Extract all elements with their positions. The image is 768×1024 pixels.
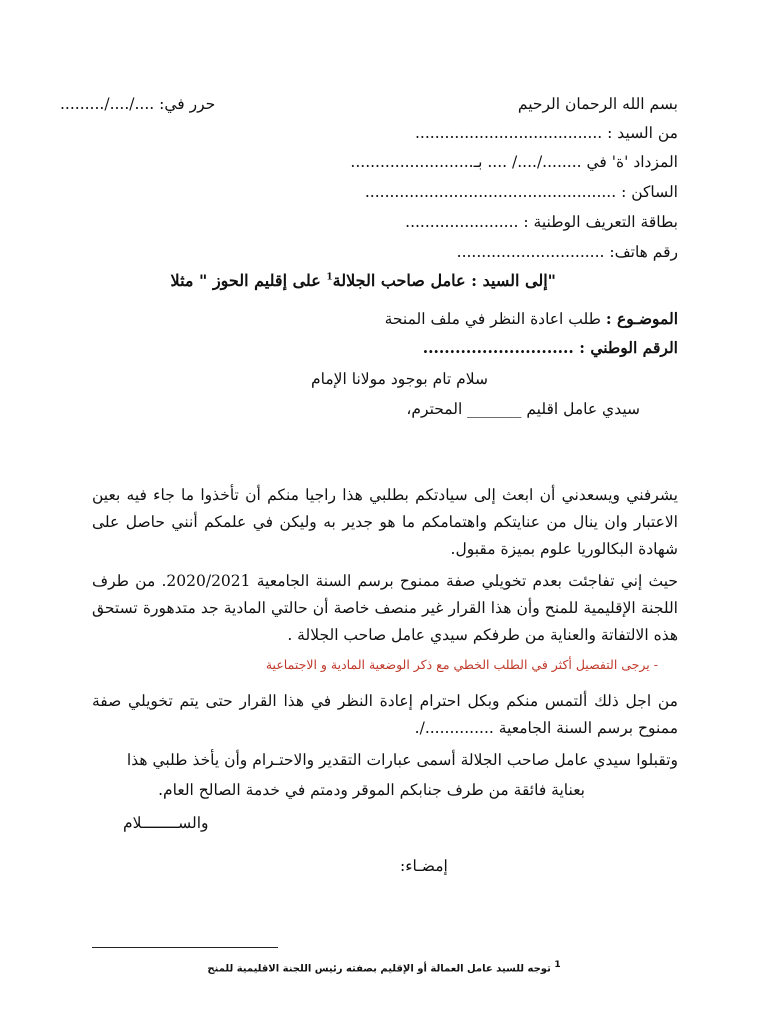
red-instruction-note: - يرجى التفصيل أكثر في الطلب الخطي مع ذكر الوضعية المادية و الاجتماعية (265, 657, 658, 672)
footnote-separator (92, 947, 278, 948)
national-number-line: الرقم الوطني : ............................ (422, 338, 678, 357)
written-at-field: حرر في: ..../..../......... (60, 95, 216, 113)
salutation: سلام تام بوجود مولانا الإمام (311, 370, 488, 388)
id-card-field: بطاقة التعريف الوطنية : ....................... (405, 213, 678, 231)
addressee-line: سيدي عامل اقليم _______ المحترم، (406, 400, 640, 418)
closing-line-2: بعناية فائقة من طرف جنابكم الموقر ودمتم في خدمة الصالح العام. (158, 781, 585, 799)
body-paragraph-3: من اجل ذلك ألتمس منكم وبكل احترام إعادة النظر في هذا القرار حتى يتم تخويلي صفة ممنوح برسم السنة الجامعية ............../. (92, 692, 678, 737)
subject-label: الموضـوع : (605, 309, 678, 328)
birth-field: المزداد 'ة' في ......../..../ .... بـ......................... (350, 153, 678, 171)
recipient-line: "إلى السيد : عامل صاحب الجلالة$^1$ على إقليم الحوز " مثلا (170, 271, 556, 290)
address-field: الساكن : ................................................... (364, 183, 678, 201)
closing-line-1: وتقبلوا سيدي عامل صاحب الجلالة أسمى عبارات التقدير والاحتـرام وأن يأخذ طلبي هذا (126, 751, 678, 769)
from-field: من السيد : ...................................... (414, 124, 678, 142)
basmala: بسم الله الرحمان الرحيم (517, 95, 678, 113)
footnote: $^1$ توجه للسيد عامل العمالة أو الإقليم بصفته رئيس اللجنة الاقليمية للمنح (207, 960, 561, 975)
signature-field: إمضـاء: (400, 857, 448, 875)
subject-text: طلب اعادة النظر في ملف المنحة (384, 310, 606, 328)
subject-line (385, 309, 678, 328)
salam-signoff: والســــــــلام (123, 814, 209, 832)
body-paragraph-1: يشرفني ويسعدني أن ابعث إلى سيادتكم بطلبي هذا راجيا منكم أن تأخذوا ما جاء فيه بعين الاعتبار وان ينال من عنايتكم واهتمامكم ما هو جدير به وليكن في علمكم أنني حاصل على شهادة البكالوريا علوم بميزة مقبول. (92, 486, 678, 558)
footnote-reference: 1 (326, 272, 333, 283)
body-paragraph-2: حيث إني تفاجئت بعدم تخويلي صفة ممنوح برسم السنة الجامعية 2020/2021. من طرف اللجنة الإقليمية للمنح وأن هذا القرار غير منصف خاصة أن حالتي المادية جد متدهورة تستحق هذه الالتفاتة والعناية من طرفكم سيدي عامل صاحب الجلالة . (92, 572, 678, 644)
phone-field: رقم هاتف: .............................. (456, 243, 678, 261)
